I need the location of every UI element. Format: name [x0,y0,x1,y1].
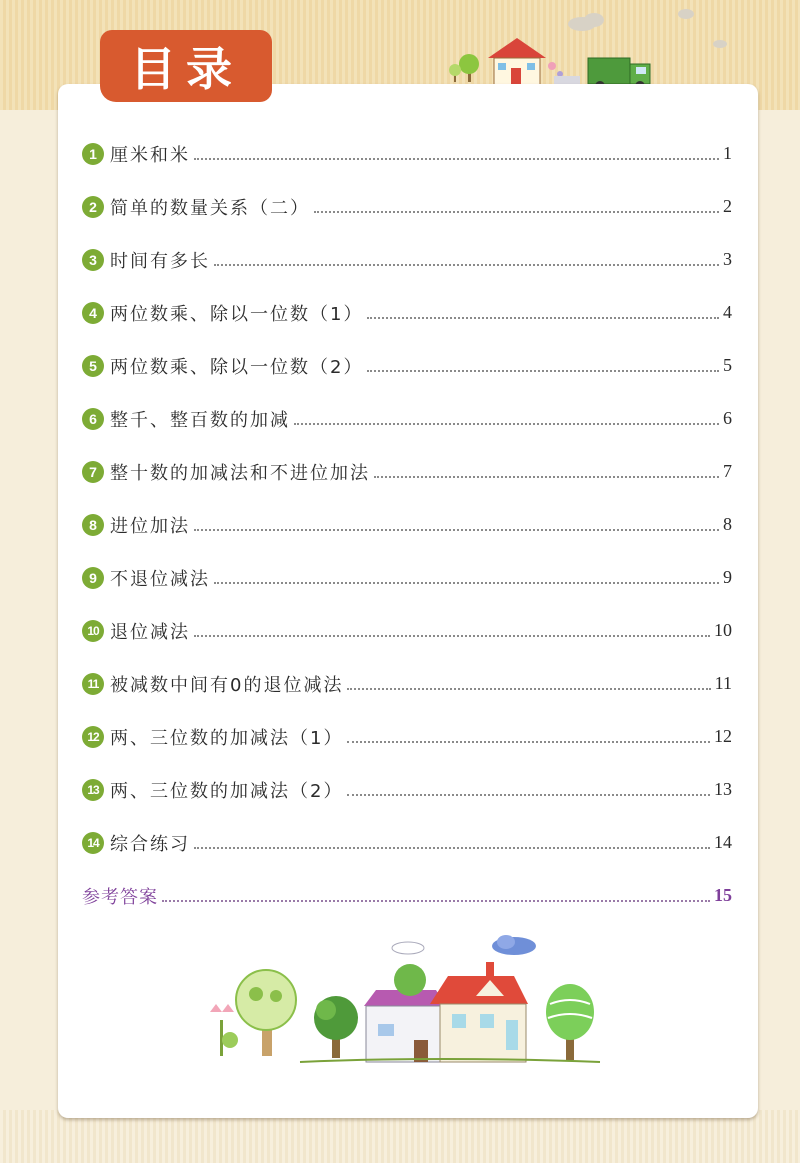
toc-item-6[interactable] [82,392,732,445]
number-badge: 9 [82,567,104,589]
table-of-contents [82,127,732,922]
number-badge: 5 [82,355,104,377]
number-badge: 11 [82,673,104,695]
dot-leader [194,529,719,531]
toc-item-answers[interactable] [82,869,732,922]
dot-leader [214,582,719,584]
number-badge: 6 [82,408,104,430]
number-badge: 10 [82,620,104,642]
number-badge: 4 [82,302,104,324]
page-title: 目录 [100,30,272,102]
toc-item-1[interactable] [82,127,732,180]
dot-leader [367,370,719,372]
dot-leader [194,635,710,637]
toc-page-number: 11 [714,673,732,693]
toc-item-label: 两、三位数的加减法（2） [110,780,344,802]
toc-page-number: 6 [723,408,732,428]
toc-item-label: 进位加法 [110,515,190,537]
answers-label: 参考答案 [82,886,158,908]
number-badge: 14 [82,832,104,854]
toc-page-number: 9 [723,567,732,587]
number-badge: 13 [82,779,104,801]
toc-item-11[interactable] [82,657,732,710]
dot-leader [194,158,719,160]
dot-leader [347,794,710,796]
toc-page-number: 13 [714,779,732,799]
toc-item-label: 时间有多长 [110,250,210,272]
toc-item-5[interactable] [82,339,732,392]
house-icon [488,38,546,86]
toc-page-number: 4 [723,302,732,322]
toc-item-7[interactable] [82,445,732,498]
toc-item-2[interactable] [82,180,732,233]
dot-leader [162,900,710,902]
toc-item-8[interactable] [82,498,732,551]
toc-item-label: 综合练习 [110,833,190,855]
dot-leader [374,476,719,478]
toc-page-number: 10 [714,620,732,640]
dot-leader [194,847,710,849]
toc-item-12[interactable] [82,710,732,763]
dot-leader [347,741,710,743]
toc-item-label: 退位减法 [110,621,190,643]
toc-page-number: 1 [723,143,732,163]
toc-item-4[interactable] [82,286,732,339]
toc-item-14[interactable] [82,816,732,869]
toc-page-number: 12 [714,726,732,746]
toc-item-label: 简单的数量关系（二） [110,197,310,219]
dot-leader [294,423,719,425]
toc-page-number: 7 [723,461,732,481]
toc-page-number: 5 [723,355,732,375]
dot-leader [314,211,719,213]
toc-item-label: 整十数的加减法和不进位加法 [110,462,370,484]
toc-page-number: 2 [723,196,732,216]
flower-icon [548,62,580,84]
toc-item-label: 厘米和米 [110,144,190,166]
toc-item-label: 两位数乘、除以一位数（2） [110,356,364,378]
toc-page-number: 14 [714,832,732,852]
dot-leader [214,264,719,266]
toc-page-number: 8 [723,514,732,534]
number-badge: 12 [82,726,104,748]
toc-item-label: 不退位减法 [110,568,210,590]
toc-item-label: 两、三位数的加减法（1） [110,727,344,749]
number-badge: 2 [82,196,104,218]
cloud-icon [568,9,727,48]
toc-item-label: 两位数乘、除以一位数（1） [110,303,364,325]
toc-item-label: 被减数中间有0的退位减法 [110,674,344,696]
toc-item-9[interactable] [82,551,732,604]
number-badge: 3 [82,249,104,271]
toc-item-3[interactable] [82,233,732,286]
dot-leader [347,688,710,690]
answers-page-number: 15 [714,885,732,905]
number-badge: 1 [82,143,104,165]
toc-item-label: 整千、整百数的加减 [110,409,290,431]
toc-item-13[interactable] [82,763,732,816]
number-badge: 8 [82,514,104,536]
dot-leader [367,317,719,319]
toc-page-number: 3 [723,249,732,269]
number-badge: 7 [82,461,104,483]
toc-item-10[interactable] [82,604,732,657]
tree-icon [449,54,479,82]
